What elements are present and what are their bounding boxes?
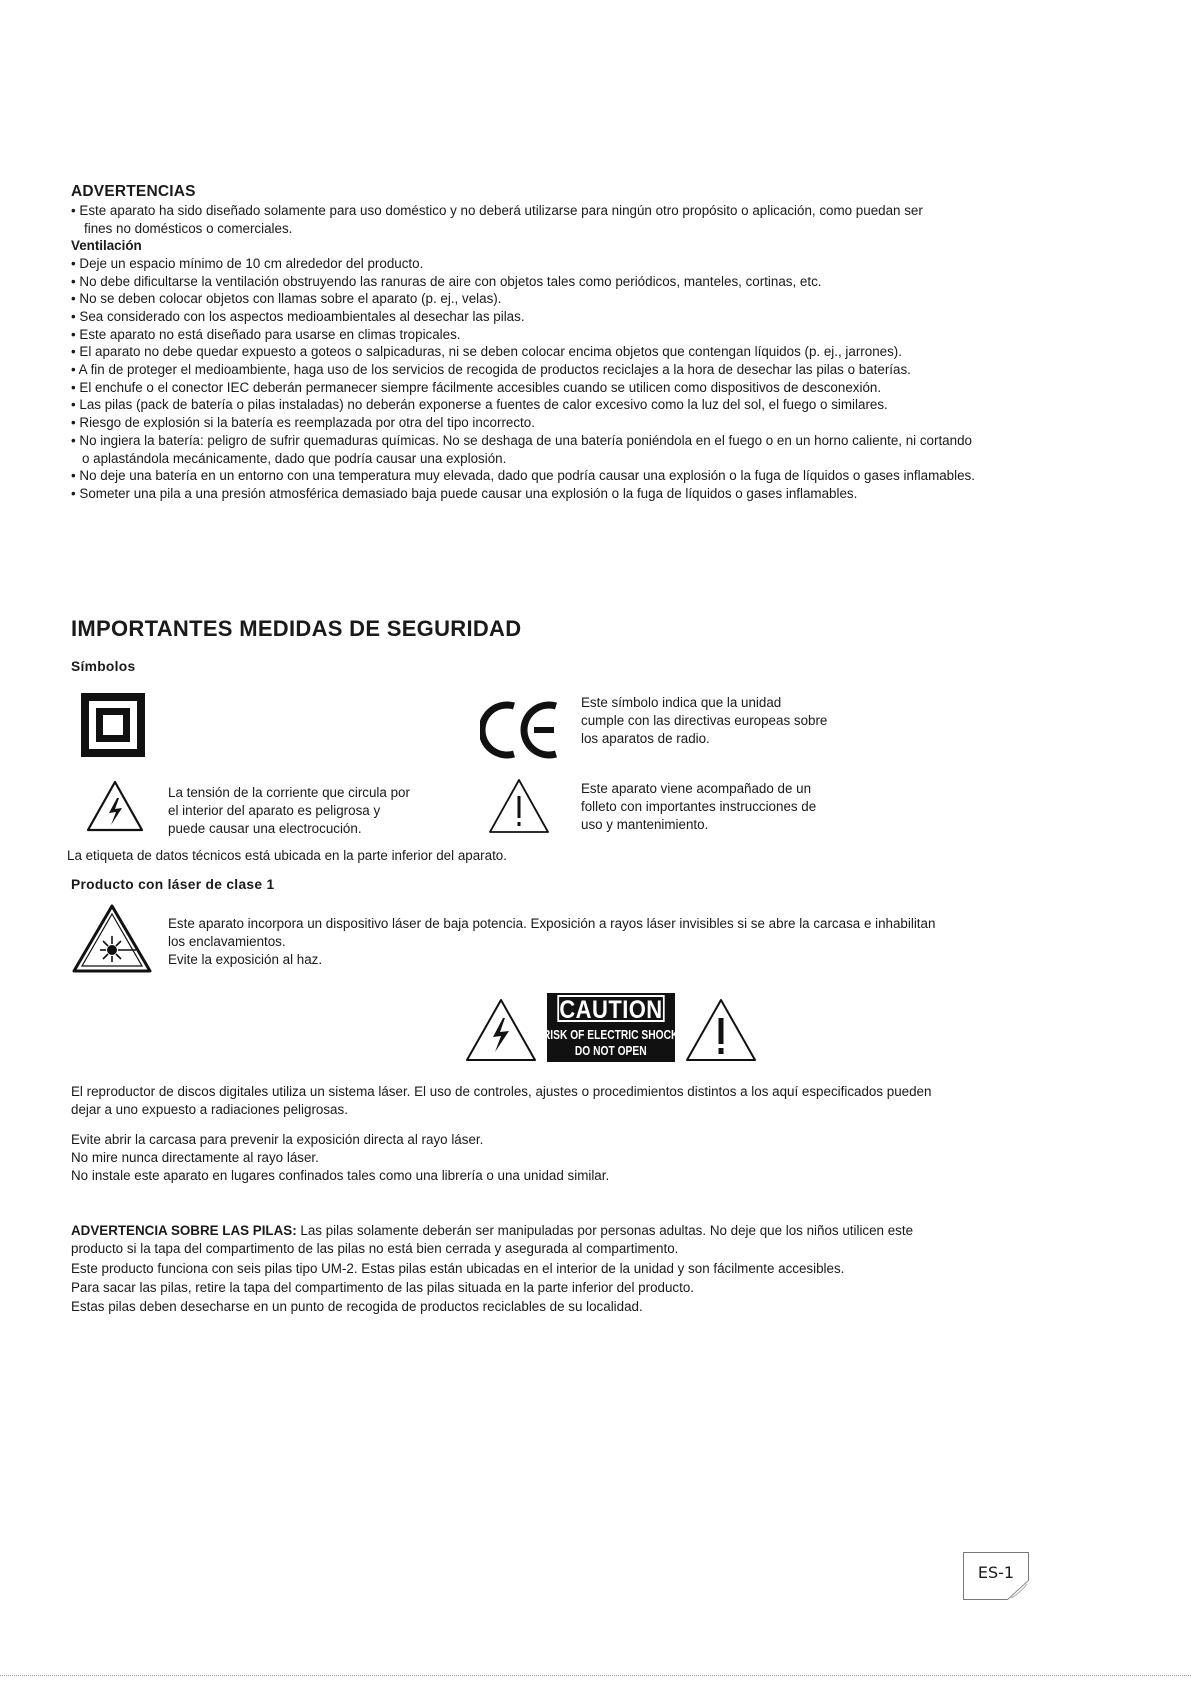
label-note: La etiqueta de datos técnicos está ubicada en la parte inferior del aparato. xyxy=(67,848,507,863)
caution-word: CAUTION xyxy=(557,995,664,1022)
electric-shock-warning-icon xyxy=(465,998,537,1062)
symbols-title: Símbolos xyxy=(71,659,136,674)
battery-list-item: • Someter una pila a una presión atmosférica demasiado baja puede causar una explosión o la fuga de líquidos o gases inflamables. xyxy=(71,486,858,501)
list-item: • Este aparato no está diseñado para usarse en climas tropicales. xyxy=(71,327,461,342)
battery-list-item-continued: o aplastándola mecánicamente, dado que podría causar una explosión. xyxy=(82,451,507,466)
laser-text-line: Evite la exposición al haz. xyxy=(168,952,323,967)
list-item: • Sea considerado con los aspectos medioambientales al desechar las pilas. xyxy=(71,309,525,324)
caution-line-2: DO NOT OPEN xyxy=(575,1044,647,1058)
voltage-text-line: el interior del aparato es peligrosa y xyxy=(168,803,381,818)
disc-text-line: El reproductor de discos digitales utiliza un sistema láser. El uso de controles, ajustes o procedimientos distintos a los aquí especificados pueden xyxy=(71,1084,932,1099)
avoid-text-line: No instale este aparato en lugares confinados tales como una librería o una unidad similar. xyxy=(71,1168,610,1183)
battery-warning-line: Para sacar las pilas, retire la tapa del compartimento de las pilas situada en la parte inferior del producto. xyxy=(71,1280,694,1295)
manual-text-line: uso y mantenimiento. xyxy=(581,817,709,832)
electric-shock-warning-icon xyxy=(86,780,144,832)
voltage-text-line: La tensión de la corriente que circula por xyxy=(168,785,410,800)
double-insulation-icon xyxy=(81,693,145,757)
voltage-text-line: puede causar una electrocución. xyxy=(168,821,362,836)
page-bottom-divider xyxy=(0,1675,1191,1676)
battery-warning-line: producto si la tapa del compartimento de las pilas no está bien cerrada y asegurada al compartimento. xyxy=(71,1241,679,1256)
warnings-title: ADVERTENCIAS xyxy=(71,183,196,200)
avoid-text-line: Evite abrir la carcasa para prevenir la exposición directa al rayo láser. xyxy=(71,1132,484,1147)
ce-text-line: Este símbolo indica que la unidad xyxy=(581,695,782,710)
warnings-intro-line-2: fines no domésticos o comerciales. xyxy=(84,221,293,236)
list-item: • Las pilas (pack de batería o pilas instaladas) no deberán exponerse a fuentes de calor excesivo como la luz del sol, el fuego o similares. xyxy=(71,397,888,412)
page-number: ES-1 xyxy=(977,1562,1015,1582)
battery-list-item: • No ingiera la batería: peligro de sufrir quemaduras químicas. No se deshaga de una batería poniéndola en el fuego o en un horno caliente, ni cortando xyxy=(71,433,972,448)
list-item: • No debe dificultarse la ventilación obstruyendo las ranuras de aire con objetos tales como periódicos, manteles, cortinas, etc. xyxy=(71,274,822,289)
battery-list-item: • No deje una batería en un entorno con una temperatura muy elevada, dado que podría causar una explosión o la fuga de líquidos o gases inflamables. xyxy=(71,468,975,483)
ce-text-line: los aparatos de radio. xyxy=(581,731,710,746)
laser-title: Producto con láser de clase 1 xyxy=(71,877,275,892)
caution-label xyxy=(543,993,679,1062)
page-number-box xyxy=(963,1552,1029,1600)
laser-text-line: Este aparato incorpora un dispositivo láser de baja potencia. Exposición a rayos láser invisibles si se abre la carcasa e inhabilitan xyxy=(168,916,936,931)
disc-text-line: dejar a uno expuesto a radiaciones peligrosas. xyxy=(71,1102,348,1117)
battery-warning-line: Estas pilas deben desecharse en un punto de recogida de productos reciclables de su localidad. xyxy=(71,1299,643,1314)
exclamation-warning-icon xyxy=(488,778,550,834)
list-item: • Deje un espacio mínimo de 10 cm alrededor del producto. xyxy=(71,256,424,271)
exclamation-warning-icon xyxy=(685,998,757,1062)
list-item: • El enchufe o el conector IEC deberán permanecer siempre fácilmente accesibles cuando se utilicen como dispositivos de desconexión. xyxy=(71,380,882,395)
list-item: • A fin de proteger el medioambiente, haga uso de los servicios de recogida de productos reciclajes a la hora de desechar las pilas o baterías. xyxy=(71,362,911,377)
avoid-text-line: No mire nunca directamente al rayo láser. xyxy=(71,1150,319,1165)
safety-title: IMPORTANTES MEDIDAS DE SEGURIDAD xyxy=(71,616,522,641)
ventilation-title: Ventilación xyxy=(71,238,142,253)
caution-line-1: RISK OF ELECTRIC SHOCK xyxy=(543,1028,679,1042)
manual-text-line: Este aparato viene acompañado de un xyxy=(581,781,812,796)
battery-warning-line-1 xyxy=(71,1222,913,1240)
list-item: • El aparato no debe quedar expuesto a goteos o salpicaduras, ni se deben colocar encima objetos que contengan líquidos (p. ej., jarrones). xyxy=(71,344,902,359)
battery-warning-line-1-text: Las pilas solamente deberán ser manipuladas por personas adultas. No deje que los niños utilicen este xyxy=(296,1223,914,1238)
manual-text-line: folleto con importantes instrucciones de xyxy=(581,799,817,814)
laser-text-line: los enclavamientos. xyxy=(168,934,286,949)
battery-list-item: • Riesgo de explosión si la batería es reemplazada por otra del tipo incorrecto. xyxy=(71,415,535,430)
warnings-intro-line-1: • Este aparato ha sido diseñado solamente para uso doméstico y no deberá utilizarse para ningún otro propósito o aplicación, como puedan ser xyxy=(71,203,923,218)
ce-text-line: cumple con las directivas europeas sobre xyxy=(581,713,828,728)
battery-warning-label: ADVERTENCIA SOBRE LAS PILAS: xyxy=(71,1223,297,1238)
ce-mark-icon xyxy=(480,700,560,760)
laser-warning-icon xyxy=(72,904,152,974)
page-curl-icon xyxy=(1007,1580,1029,1600)
list-item: • No se deben colocar objetos con llamas sobre el aparato (p. ej., velas). xyxy=(71,291,502,306)
battery-warning-line: Este producto funciona con seis pilas tipo UM-2. Estas pilas están ubicadas en el interior de la unidad y son fácilmente accesibles. xyxy=(71,1261,845,1276)
